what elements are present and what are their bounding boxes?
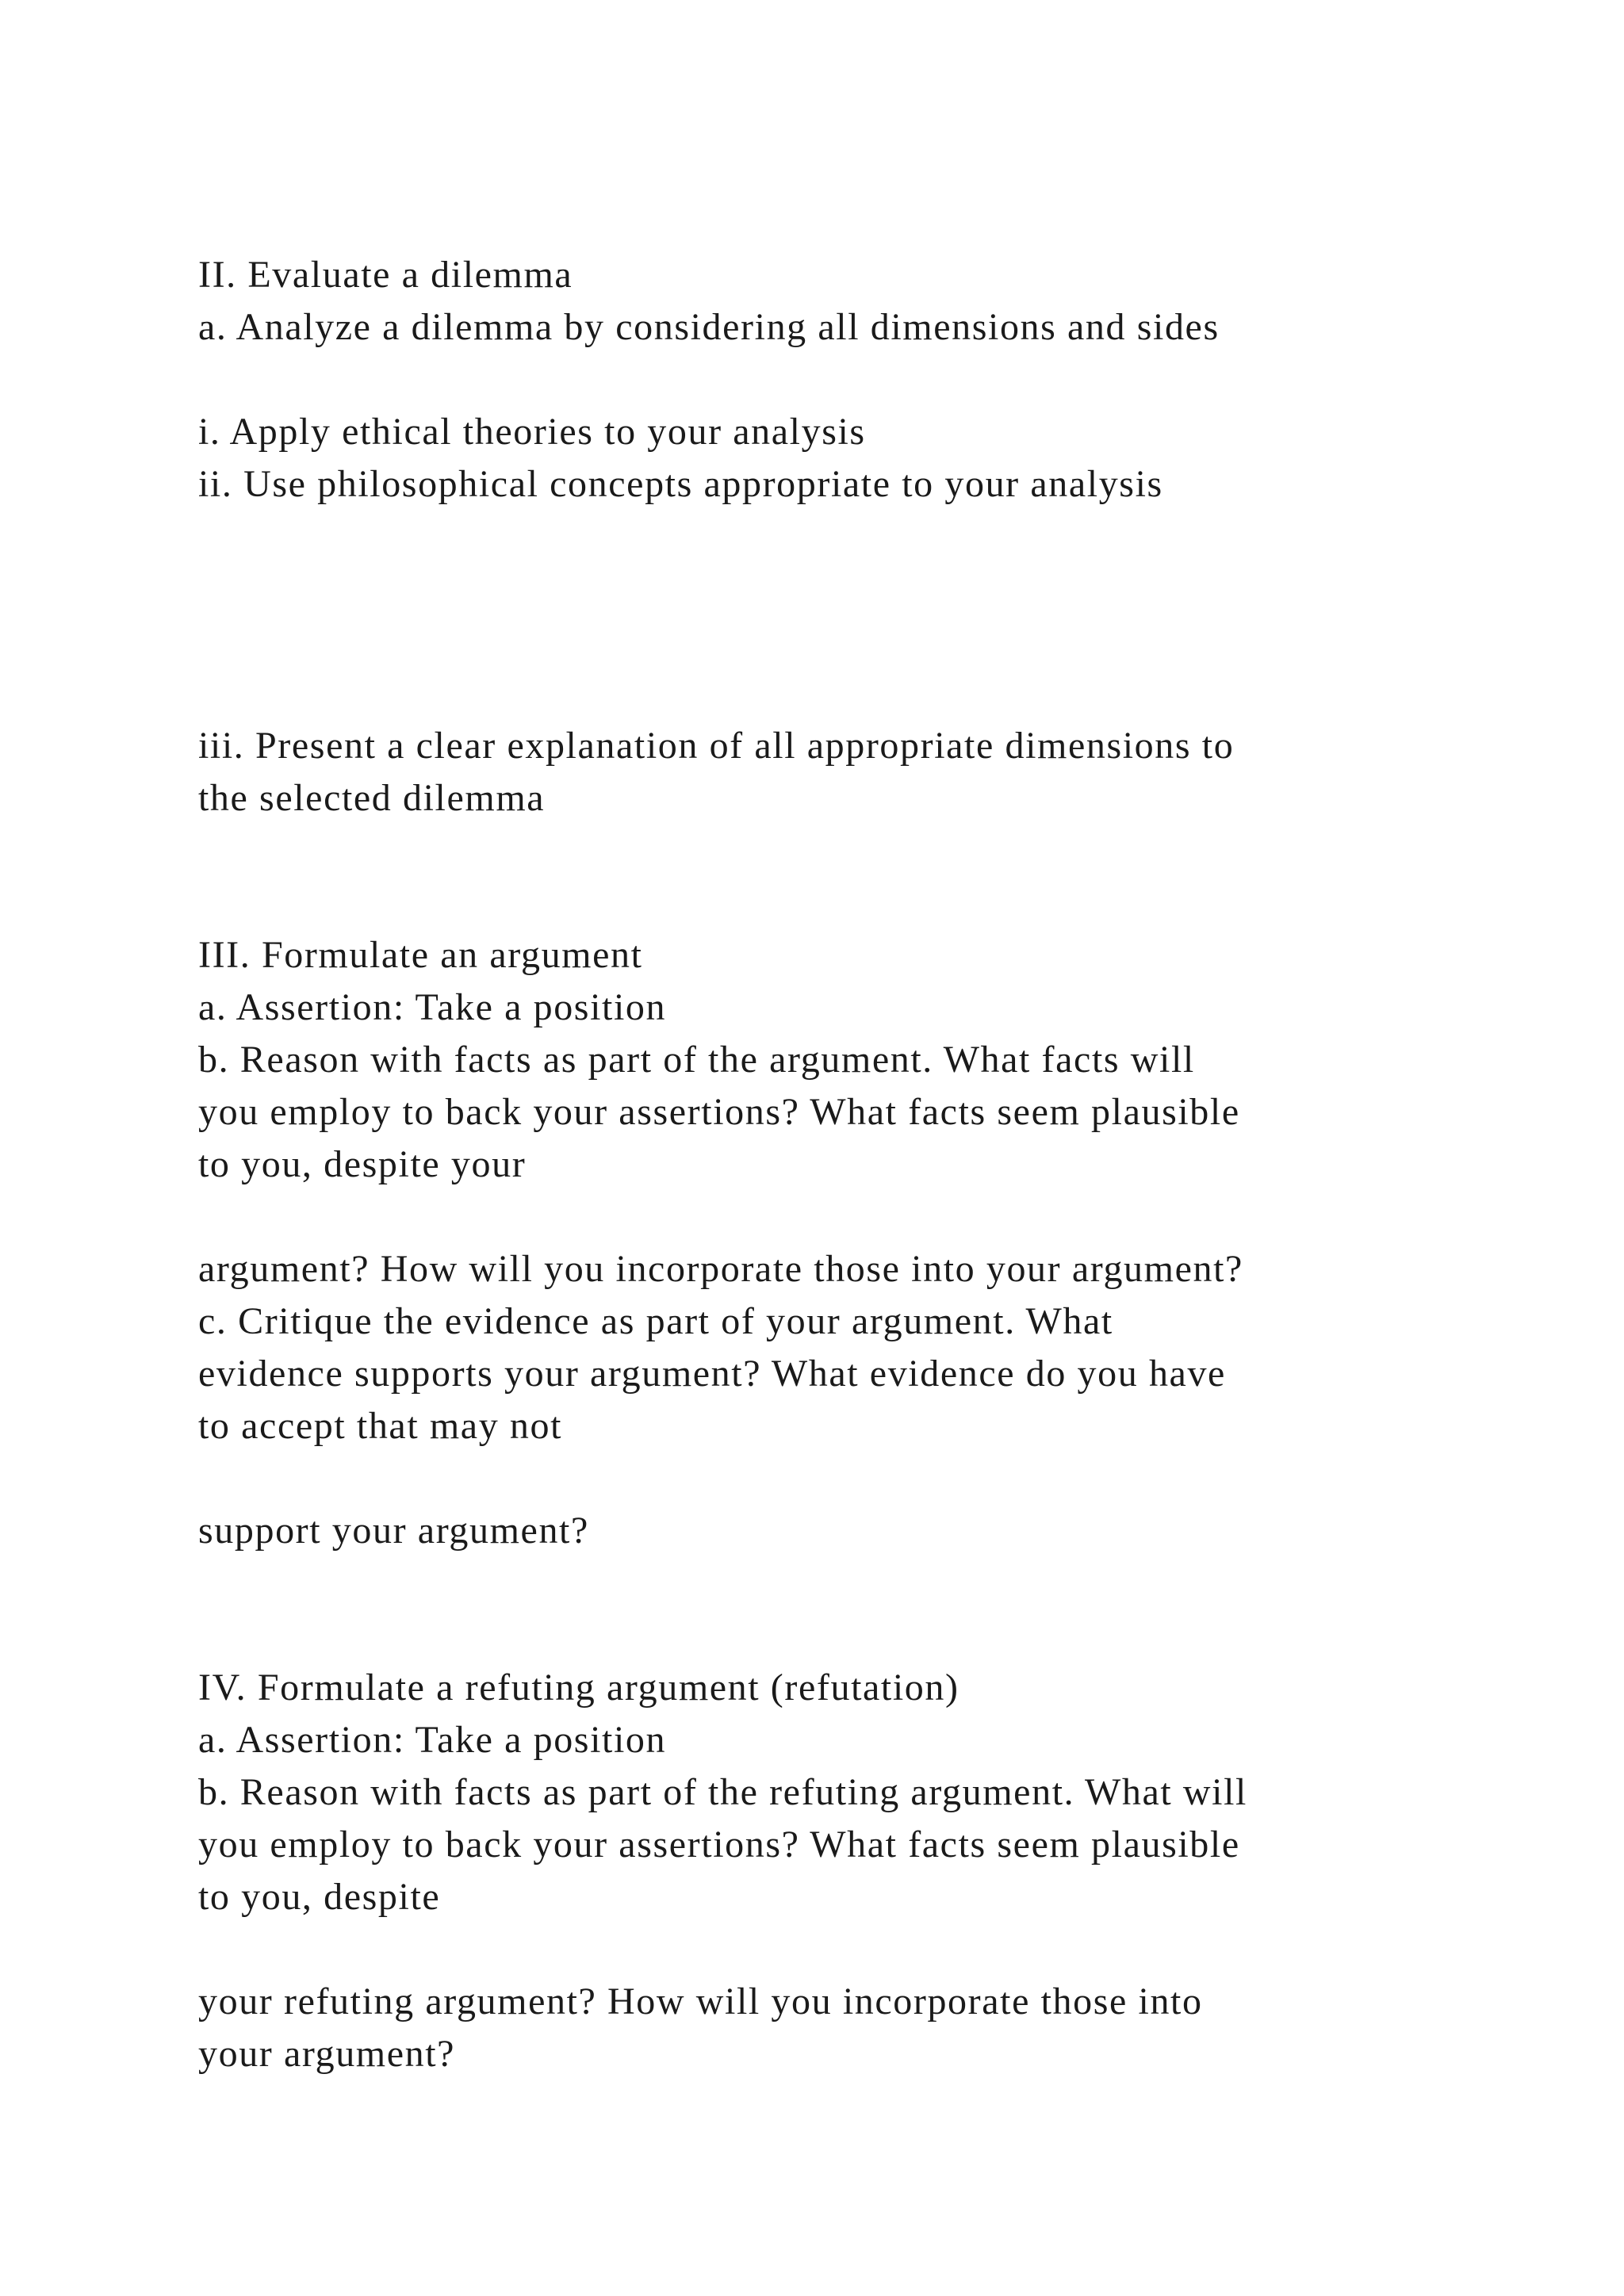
heading-refuting-argument: IV. Formulate a refuting argument (refutation): [198, 1667, 959, 1709]
text-line: your refuting argument? How will you incorporate those into: [198, 1980, 1203, 2022]
text-line: you employ to back your assertions? What facts seem plausible: [198, 1823, 1240, 1866]
text-line: b. Reason with facts as part of the argument. What facts will: [198, 1039, 1195, 1081]
text-line: a. Assertion: Take a position: [198, 986, 667, 1028]
text-line: to accept that may not: [198, 1405, 563, 1447]
text-line: a. Analyze a dilemma by considering all dimensions and sides: [198, 306, 1220, 348]
text-line: ii. Use philosophical concepts appropriate to your analysis: [198, 463, 1163, 505]
text-line: evidence supports your argument? What evidence do you have: [198, 1353, 1226, 1395]
text-line: c. Critique the evidence as part of your argument. What: [198, 1300, 1113, 1342]
heading-evaluate-dilemma: II. Evaluate a dilemma: [198, 254, 573, 296]
text-line: argument? How will you incorporate those into your argument?: [198, 1248, 1243, 1290]
text-line: you employ to back your assertions? What facts seem plausible: [198, 1091, 1240, 1133]
heading-formulate-argument: III. Formulate an argument: [198, 934, 643, 976]
text-line: b. Reason with facts as part of the refuting argument. What will: [198, 1771, 1247, 1813]
text-line: a. Assertion: Take a position: [198, 1719, 667, 1761]
text-line: i. Apply ethical theories to your analysis: [198, 411, 866, 453]
text-line: support your argument?: [198, 1510, 589, 1552]
text-line: to you, despite: [198, 1876, 441, 1918]
text-line: your argument?: [198, 2033, 456, 2075]
text-line: to you, despite your: [198, 1143, 527, 1185]
text-line: iii. Present a clear explanation of all appropriate dimensions to: [198, 725, 1235, 767]
text-line: the selected dilemma: [198, 777, 546, 819]
